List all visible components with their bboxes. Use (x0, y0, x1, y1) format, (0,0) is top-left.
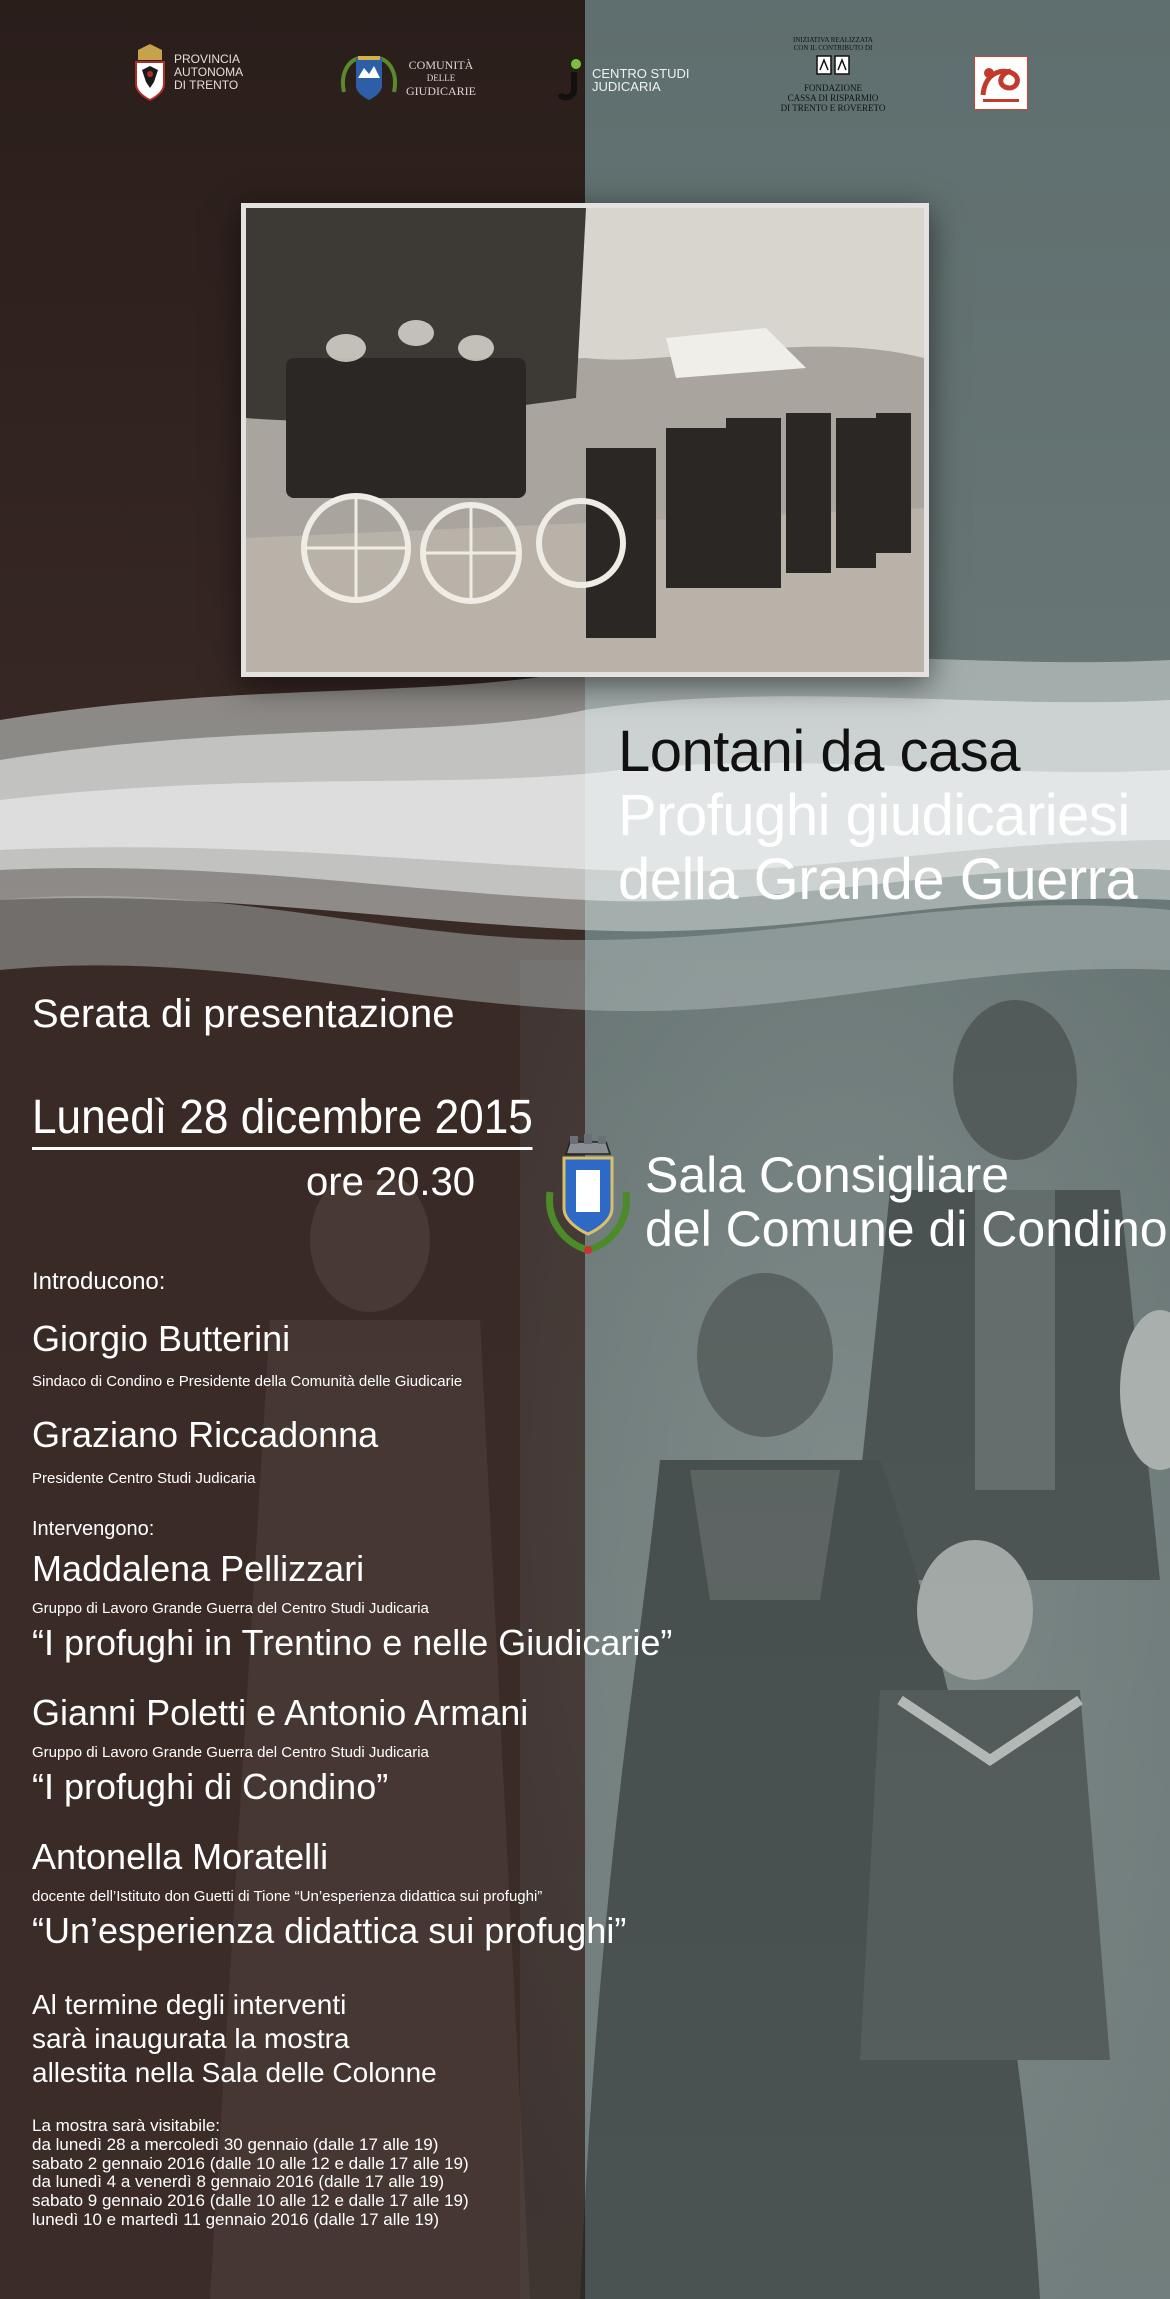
event-date: Lunedì 28 dicembre 2015 (32, 1090, 533, 1150)
historic-refugees-photo (241, 203, 929, 677)
centro-studi-j-icon (558, 58, 586, 102)
closing-note (32, 1988, 437, 2090)
talk-title: “I profughi in Trentino e nelle Giudicarie” (32, 1622, 673, 1663)
comunita-line-1: COMUNITÀ (408, 57, 474, 72)
centro-studi-line-1: CENTRO STUDI (592, 66, 690, 81)
speaker-role: Sindaco di Condino e Presidente della Comunità delle Giudicarie (32, 1373, 463, 1390)
schedule-date: sabato 9 gennaio 2016 (dalle 10 alle 12 e dalle 17 alle 19) (32, 2191, 469, 2211)
fondazione-line-2: CASSA DI RISPARMIO (787, 93, 879, 103)
comunita-giudicarie-logo[interactable] (338, 52, 476, 104)
schedule-date: da lunedì 4 a venerdì 8 gennaio 2016 (dalle 17 alle 19) (32, 2172, 445, 2192)
speaker-role: docente dell’Istituto don Guetti di Tione “Un’esperienza didattica sui profughi” (32, 1888, 543, 1905)
event-venue (645, 1148, 1168, 1256)
title-line-1: Lontani da casa (618, 719, 1021, 784)
provincia-line-2: AUTONOMA (174, 64, 244, 79)
intervengono-label: Intervengono: (32, 1518, 155, 1540)
exhibition-schedule (32, 2117, 469, 2230)
condino-coat-of-arms-icon (540, 1132, 636, 1260)
condino-mark-icon (975, 57, 1027, 109)
speaker-role: Gruppo di Lavoro Grande Guerra del Centro Studi Judicaria (32, 1600, 429, 1617)
comunita-crest-icon (338, 52, 400, 104)
title-line-2: Profughi giudicariesi (618, 783, 1130, 848)
fondazione-line-3: DI TRENTO E ROVERETO (780, 103, 886, 113)
condino-logo[interactable] (974, 56, 1028, 110)
speaker-role: Presidente Centro Studi Judicaria (32, 1470, 256, 1487)
speaker-role: Gruppo di Lavoro Grande Guerra del Centro Studi Judicaria (32, 1744, 429, 1761)
schedule-date: sabato 2 gennaio 2016 (dalle 10 alle 12 e dalle 17 alle 19) (32, 2153, 469, 2173)
schedule-heading: La mostra sarà visitabile: (32, 2116, 221, 2135)
event-time: ore 20.30 (306, 1160, 476, 1204)
fondazione-pre-line-2: CON IL CONTRIBUTO DI (793, 44, 873, 52)
speaker-name: Graziano Riccadonna (32, 1414, 379, 1455)
closing-line-1: Al termine degli interventi (32, 1989, 347, 2020)
exhibition-title (618, 720, 1137, 912)
introducono-label: Introducono: (32, 1268, 166, 1295)
fondazione-caritro-logo[interactable] (768, 36, 898, 113)
comunita-line-3: GIUDICARIE (406, 83, 476, 98)
venue-line-1: Sala Consigliare (645, 1147, 1010, 1203)
refugees-wagon-image (246, 208, 924, 672)
speaker-name: Gianni Poletti e Antonio Armani (32, 1692, 529, 1733)
eagle-crest-icon (132, 42, 168, 102)
fondazione-emblem-icon (813, 52, 853, 78)
speaker-name: Maddalena Pellizzari (32, 1548, 365, 1589)
centro-studi-line-2: JUDICARIA (592, 79, 661, 94)
centro-studi-judicaria-logo[interactable] (558, 58, 690, 102)
title-line-3: della Grande Guerra (618, 847, 1138, 912)
closing-line-3: allestita nella Sala delle Colonne (32, 2057, 437, 2088)
closing-line-2: sarà inaugurata la mostra (32, 2023, 350, 2054)
provincia-trento-logo[interactable] (132, 42, 243, 102)
talk-title: “I profughi di Condino” (32, 1766, 389, 1807)
speaker-name: Antonella Moratelli (32, 1836, 329, 1877)
fondazione-pre-line-1: INIZIATIVA REALIZZATA (793, 36, 873, 44)
speaker-name: Giorgio Butterini (32, 1318, 291, 1359)
schedule-date: da lunedì 28 a mercoledì 30 gennaio (dalle 17 alle 19) (32, 2134, 439, 2154)
comunita-line-2: DELLE (426, 72, 456, 83)
provincia-line-3: DI TRENTO (174, 77, 239, 92)
talk-title: “Un’esperienza didattica sui profughi” (32, 1910, 627, 1951)
fondazione-line-1: FONDAZIONE (804, 83, 862, 93)
schedule-date: lunedì 10 e martedì 11 gennaio 2016 (dalle 17 alle 19) (32, 2209, 440, 2229)
provincia-line-1: PROVINCIA (174, 51, 241, 66)
event-subtitle: Serata di presentazione (32, 992, 455, 1036)
venue-line-2: del Comune di Condino (645, 1201, 1168, 1257)
